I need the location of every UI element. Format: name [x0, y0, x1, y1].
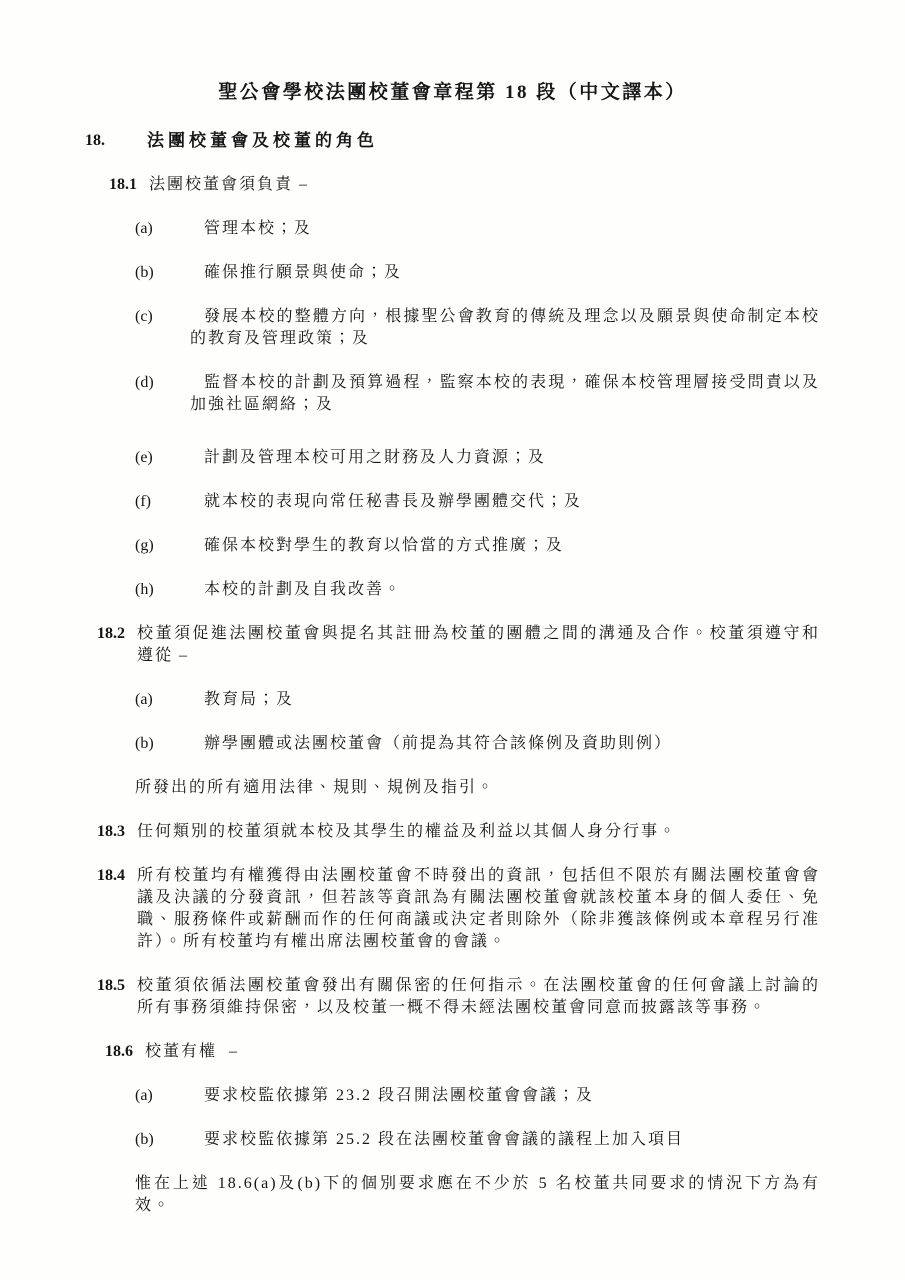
clause-18-5-number: 18.5 — [97, 977, 125, 994]
item-text: 發展本校的整體方向，根據聖公會教育的傳統及理念以及願景與使命制定本校的教育及管理政策；及 — [190, 308, 820, 347]
item-text: 確保推行願景與使命；及 — [204, 264, 403, 281]
clause-18-3 — [85, 821, 820, 843]
clause-18-2-trailing: 所發出的所有適用法律、規則、規例及指引。 — [135, 779, 496, 796]
clause-18-4-text: 所有校董均有權獲得由法團校董會不時發出的資訊，包括但不限於有關法團校董會會議及決議的分發資訊，但若該等資訊為有關法團校董會就該校董本身的個人委任、免職、服務條件或薪酬而作的任何商議或決定者則除外（除非獲該條例或本章程另行准許）。所有校董均有權出席法團校董會的會議。 — [137, 867, 820, 950]
item-label: (b) — [135, 264, 154, 281]
clause-18-4 — [85, 865, 820, 953]
item-text: 監督本校的計劃及預算過程，監察本校的表現，確保本校管理層接受問責以及加強社區網絡；及 — [190, 374, 820, 413]
clause-18-3-head — [85, 821, 820, 843]
clause-18-6-trailing: 惟在上述 18.6(a)及(b)下的個別要求應在不少於 5 名校董共同要求的情況下方為有效。 — [135, 1175, 820, 1214]
item-label: (h) — [135, 581, 154, 598]
clause-18-1-item-b — [135, 262, 820, 284]
clause-18-4-number: 18.4 — [97, 867, 125, 884]
item-label: (b) — [135, 735, 154, 752]
clause-18-1-item-g — [135, 535, 820, 557]
clause-18-6 — [85, 1041, 820, 1217]
clause-18-2-item-b — [135, 733, 820, 755]
clause-18-1-item-c — [135, 306, 820, 350]
clause-18-5-head — [85, 975, 820, 1019]
clause-18-1-item-f — [135, 491, 820, 513]
item-label: (a) — [135, 1087, 153, 1104]
clause-18-1-item-e — [135, 447, 820, 469]
clause-18-6-text: 校董有權 – — [145, 1043, 240, 1060]
section-number: 18. — [85, 132, 105, 149]
clause-18-1-item-h — [135, 579, 820, 601]
item-label: (c) — [135, 308, 153, 325]
item-text: 就本校的表現向常任秘書長及辦學團體交代；及 — [204, 493, 583, 510]
item-text: 要求校監依據第 25.2 段在法團校董會會議的議程上加入項目 — [204, 1131, 685, 1148]
clause-18-3-text: 任何類別的校董須就本校及其學生的權益及利益以其個人身分行事。 — [137, 823, 678, 840]
clause-18-1-item-a — [135, 218, 820, 240]
clause-18-4-head — [85, 865, 820, 953]
page-title: 聖公會學校法團校董會章程第 18 段（中文譯本） — [218, 82, 687, 103]
item-label: (e) — [135, 449, 153, 466]
item-label: (a) — [135, 220, 153, 237]
item-text: 要求校監依據第 23.2 段召開法團校董會會議；及 — [204, 1087, 595, 1104]
clause-18-6-head — [85, 1041, 820, 1063]
item-text: 計劃及管理本校可用之財務及人力資源；及 — [204, 449, 547, 466]
item-label: (d) — [135, 374, 154, 391]
item-text: 本校的計劃及自我改善。 — [204, 581, 403, 598]
clause-18-1-head — [85, 174, 820, 196]
item-label: (a) — [135, 691, 153, 708]
item-label: (f) — [135, 493, 151, 510]
item-text: 辦學團體或法團校董會（前提為其符合該條例及資助則例） — [204, 735, 673, 752]
clause-18-6-item-b — [135, 1129, 820, 1151]
item-text: 確保本校對學生的教育以恰當的方式推廣；及 — [204, 537, 565, 554]
clause-18-2-text: 校董須促進法團校董會與提名其註冊為校董的團體之間的溝通及合作。校董須遵守和遵從 – — [137, 625, 820, 664]
item-text: 管理本校；及 — [204, 220, 313, 237]
clause-18-1 — [85, 174, 820, 601]
clause-18-1-item-d — [135, 372, 820, 416]
clause-18-6-number: 18.6 — [105, 1043, 133, 1060]
clause-18-6-item-a — [135, 1085, 820, 1107]
item-label: (g) — [135, 537, 154, 554]
section-heading-text: 法團校董會及校董的角色 — [147, 131, 378, 150]
clause-18-3-number: 18.3 — [97, 823, 125, 840]
clause-18-5 — [85, 975, 820, 1019]
clause-18-2 — [85, 623, 820, 799]
clause-18-2-head — [85, 623, 820, 667]
clause-18-1-text: 法團校董會須負責 – — [149, 176, 310, 193]
item-label: (b) — [135, 1131, 154, 1148]
clause-18-1-number: 18.1 — [109, 176, 137, 193]
clause-18-2-item-a — [135, 689, 820, 711]
clause-18-5-text: 校董須依循法團校董會發出有關保密的任何指示。在法團校董會的任何會議上討論的所有事務須維持保密，以及校董一概不得未經法團校董會同意而披露該等事務。 — [137, 977, 820, 1016]
section-18-heading — [85, 130, 820, 152]
clause-18-2-number: 18.2 — [97, 625, 125, 642]
item-text: 教育局；及 — [204, 691, 295, 708]
